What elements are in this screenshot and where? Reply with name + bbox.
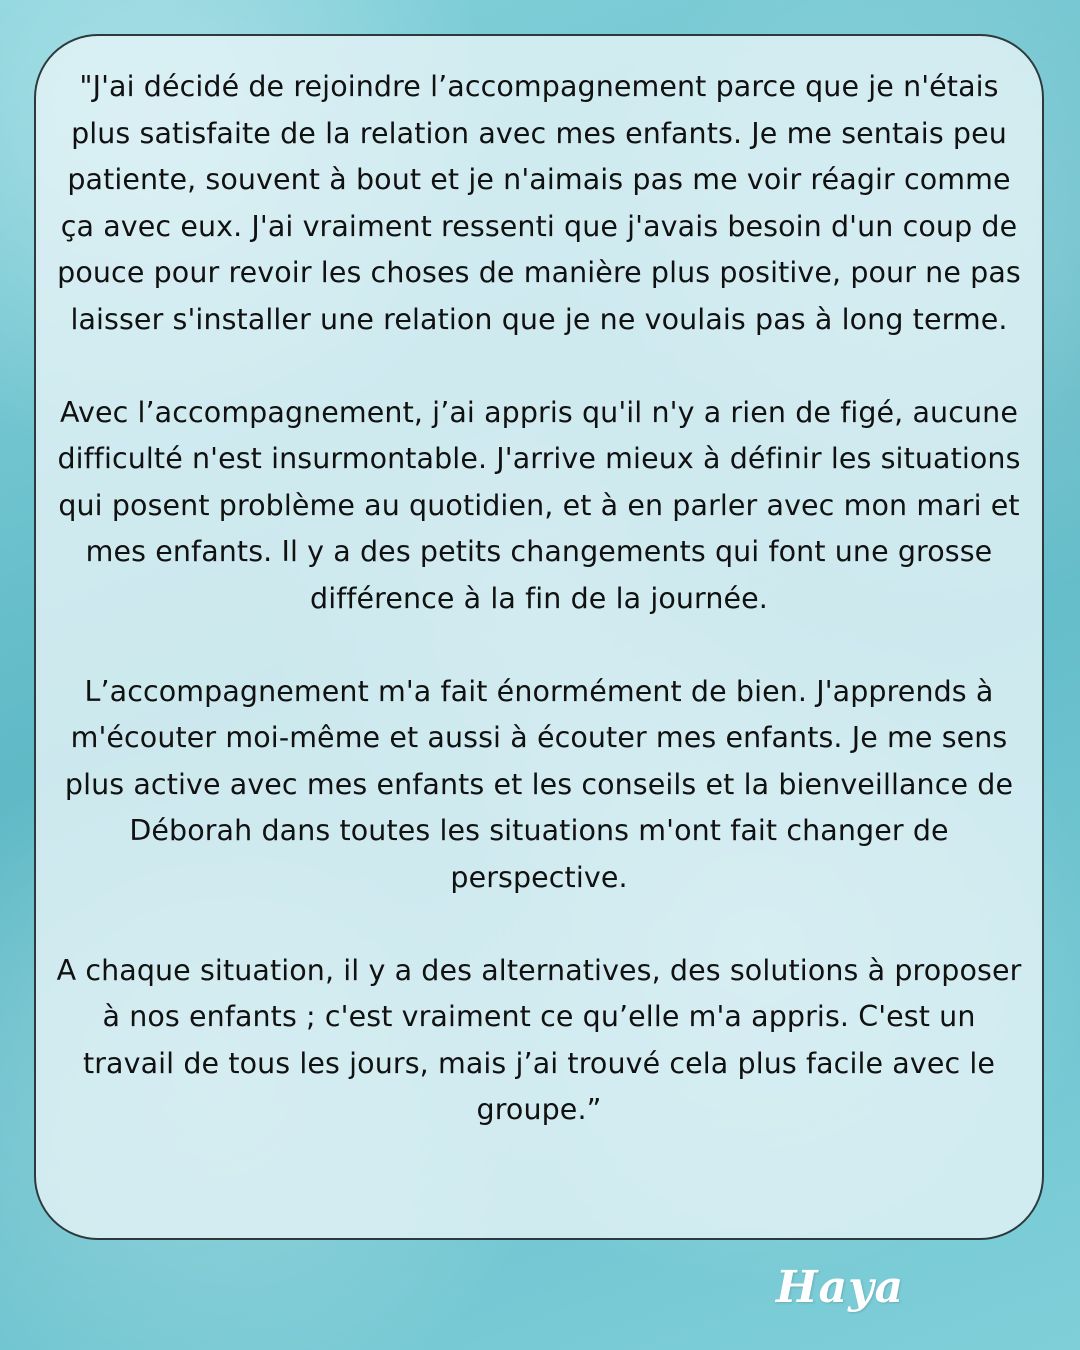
- testimonial-paragraph-3: L’accompagnement m'a fait énormément de bien. J'apprends à m'écouter moi-même et aussi à écouter mes enfants. Je me sens plus active avec mes enfants et les conseils et la bienveillance de Déborah dans toutes les situations m'ont fait changer de perspective.: [64, 674, 1014, 894]
- testimonial-paragraph-2: Avec l’accompagnement, j’ai appris qu'il n'y a rien de figé, aucune difficulté n'est insurmontable. J'arrive mieux à définir les situations qui posent problème au quotidien, et à en parler avec mon mari et mes enfants. Il y a des petits changements qui font une grosse différence à la fin de la journée.: [57, 395, 1021, 615]
- testimonial-paragraph-1: "J'ai décidé de rejoindre l’accompagnement parce que je n'étais plus satisfaite de la relation avec mes enfants. Je me sentais peu patiente, souvent à bout et je n'aimais pas me voir réagir comme ça avec eux. J'ai vraiment ressenti que j'avais besoin d'un coup de pouce pour revoir les choses de manière plus positive, pour ne pas laisser s'installer une relation que je ne voulais pas à long terme.: [57, 70, 1021, 336]
- testimonial-text: [56, 64, 1022, 1134]
- testimonial-paragraph-4: A chaque situation, il y a des alternatives, des solutions à proposer à nos enfants ; c'est vraiment ce qu’elle m'a appris. C'est un travail de tous les jours, mais j’ai trouvé cela plus facile avec le groupe.”: [56, 953, 1022, 1126]
- author-signature: Haya: [776, 1262, 905, 1313]
- testimonial-card: [34, 34, 1044, 1240]
